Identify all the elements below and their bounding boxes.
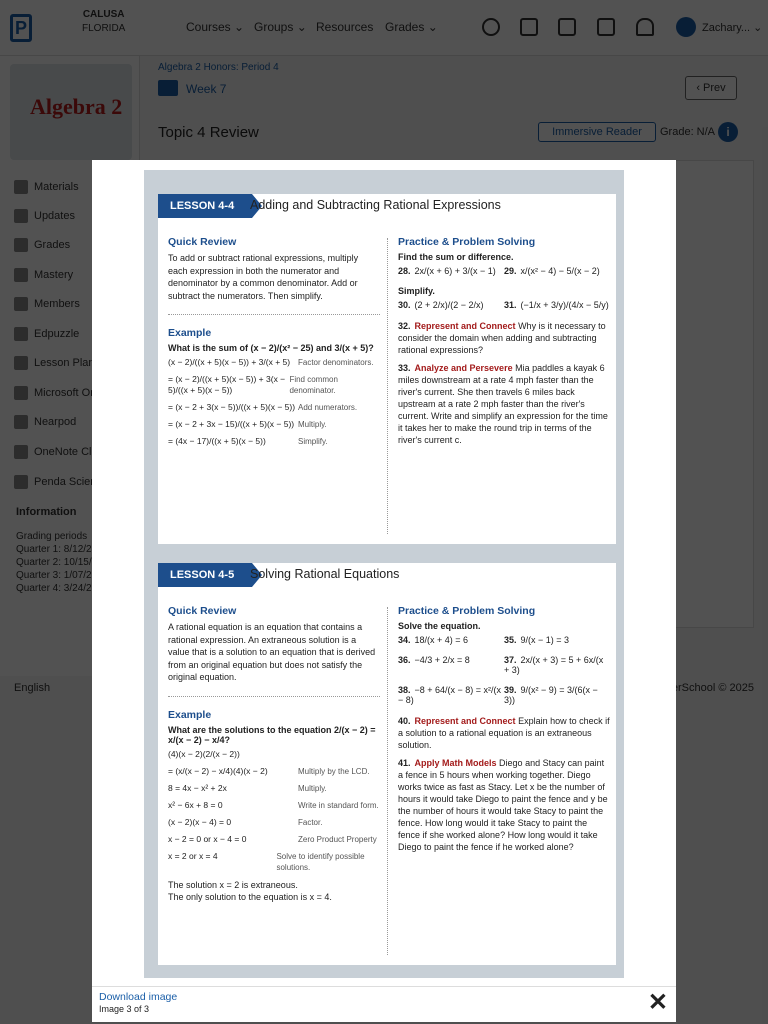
exercise-text: (−1/x + 3/y)/(4/x − 5/y) [520, 300, 609, 310]
step-math: = (x − 2 + 3x − 15)/((x + 5)(x − 5)) [168, 419, 295, 429]
exercise-text: −4/3 + 2/x = 8 [414, 655, 470, 665]
lesson-badge: LESSON 4-4 [158, 194, 252, 218]
step-note: Solve to identify possible solutions. [276, 851, 365, 872]
example-heading: Example [168, 708, 212, 721]
exercise-text: (2 + 2/x)/(2 − 2/x) [414, 300, 484, 310]
exercise-35: 35. 9/(x − 1) = 3 [504, 635, 570, 645]
exercise-33: 33. Analyze and Persevere Mia paddles a kayak 6 miles downstream at a rate 4 mph faster than the river's current. She then travels 6 miles back upstream at a rate 2 mph faster than the river's current. Write and simplify an expression for the time it takes her to make the round trip in terms of the river's current c. [398, 363, 608, 445]
practice-heading: Practice & Problem Solving [398, 236, 536, 248]
exercise-34: 34. 18/(x + 4) = 6 [398, 635, 469, 645]
image-counter: Image 3 of 3 [99, 1004, 150, 1014]
step-note: Multiply. [298, 420, 327, 429]
step-math: (x − 2)/((x + 5)(x − 5)) + 3/(x + 5) [168, 357, 291, 367]
lesson-body [158, 597, 616, 965]
instruction-label: Find the sum or difference. [398, 252, 514, 262]
exercise-row [398, 300, 610, 310]
step-math: = (x − 2 + 3(x − 5))/((x + 5)(x − 5)) [168, 402, 296, 412]
step-note: Factor denominators. [298, 358, 374, 367]
example-step [168, 419, 380, 430]
download-image-link[interactable]: Download image [99, 991, 178, 1003]
column-divider [387, 607, 388, 955]
practice-column [398, 605, 610, 859]
exercise-38: 38. −8 + 64/(x − 8) = x²/(x − 8) [398, 685, 502, 705]
exercise-keyword: Analyze and Persevere [414, 363, 513, 373]
separator [168, 696, 380, 697]
lesson-title: Adding and Subtracting Rational Expressions [250, 198, 501, 212]
example-step [168, 817, 380, 828]
example-step [168, 436, 380, 447]
step-note: Factor. [298, 817, 323, 827]
quick-review-text: A rational equation is an equation that contains a rational expression. An extraneous solution is a value that is a solution to an equation that is derived from an original equation but does not satisfy the original equation. [168, 622, 376, 682]
column-divider [387, 238, 388, 534]
quick-review-text: To add or subtract rational expressions, multiply each expression in both the numerator and denominator by a common denominator. Add or subtract the numerators. Then simplify. [168, 253, 359, 301]
exercise-row [398, 266, 610, 276]
exercise-text: Explain how to check if a solution to a rational equation is an extraneous solution. [398, 716, 610, 750]
exercise-row [398, 685, 610, 705]
quick-review-column [168, 605, 380, 904]
exercise-39: 39. 9/(x² − 9) = 3/(6(x − 3)) [504, 685, 598, 705]
exercise-30: 30. (2 + 2/x)/(2 − 2/x) [398, 300, 484, 310]
exercise-text: 9/(x − 1) = 3 [520, 635, 570, 645]
instruction-label: Simplify. [398, 286, 435, 296]
step-note: Find common denominator. [289, 375, 338, 395]
exercise-29: 29. x/(x² − 4) − 5/(x − 2) [504, 266, 600, 276]
exercise-36: 36. −4/3 + 2/x = 8 [398, 655, 470, 665]
exercise-text: x/(x² − 4) − 5/(x − 2) [520, 266, 600, 276]
close-icon[interactable]: ✕ [647, 989, 668, 1016]
exercise-text: 2x/(x + 6) + 3/(x − 1) [414, 266, 496, 276]
step-math: x = 2 or x = 4 [168, 850, 218, 861]
example-step [168, 851, 380, 873]
instruction-label: Solve the equation. [398, 621, 481, 631]
exercise-text: Mia paddles a kayak 6 miles downstream at a rate 4 mph faster than the river's current. She then travels 6 miles back upstream at a rate 2 mph faster than the river's current. Write and simplify an expression for the time it takes her to make the round trip in terms of the river's current c. [398, 363, 608, 445]
step-math: x² − 6x + 8 = 0 [168, 799, 223, 810]
exercise-37: 37. 2x/(x + 3) = 5 + 6x/(x + 3) [504, 655, 604, 675]
exercise-text: Diego and Stacy can paint a fence in 5 hours when working together. Diego works twice as fast as Stacy. Let x be the number of hours it would take Diego to paint the fence and y be the number of hours it would take Stacy to paint the fence. How long would it take Stacy to paint the fence if she worked alone? How long would it take Diego to paint the fence if he worked alone? [398, 758, 608, 852]
exercise-text: 18/(x + 4) = 6 [414, 635, 469, 645]
example-conclusion: The only solution to the equation is x = 4. [168, 892, 332, 902]
exercise-keyword: Apply Math Models [414, 758, 497, 768]
exercise-32: 32. Represent and Connect Why is it necessary to consider the domain when adding and subtracting rational expressions? [398, 321, 606, 355]
exercise-row [398, 635, 610, 645]
example-step [168, 749, 380, 760]
step-note: Multiply by the LCD. [298, 766, 370, 776]
example-question: What is the sum of (x − 2)/(x² − 25) and 3/(x + 5)? [168, 343, 374, 353]
exercise-text: −8 + 64/(x − 8) = x²/(x − 8) [398, 685, 502, 705]
exercise-41: 41. Apply Math Models Diego and Stacy can paint a fence in 5 hours when working together. Diego works twice as fast as Stacy. Let x be the number of hours it would take Diego to paint the fence and y be the number of hours it would take Stacy to paint the fence. How long would it take Stacy to paint the fence if she worked alone? How long would it take Diego to paint the fence if he worked alone? [398, 758, 608, 852]
step-note: Multiply. [298, 783, 327, 793]
exercise-40: 40. Represent and Connect Explain how to check if a solution to a rational equation is an extraneous solution. [398, 716, 610, 750]
practice-column [398, 236, 610, 452]
step-math: = (4x − 17)/((x + 5)(x − 5)) [168, 436, 266, 446]
example-step [168, 834, 380, 845]
exercise-row [398, 655, 610, 675]
example-step [168, 800, 380, 811]
separator [168, 314, 380, 315]
lesson-body [158, 228, 616, 544]
example-step [168, 766, 380, 777]
step-note: Zero Product Property [298, 834, 377, 844]
lesson-badge: LESSON 4-5 [158, 563, 252, 587]
step-math: x − 2 = 0 or x − 4 = 0 [168, 833, 247, 844]
exercise-text: 9/(x² − 9) = 3/(6(x − 3)) [504, 685, 598, 705]
exercise-keyword: Represent and Connect [414, 716, 516, 726]
step-math: = (x − 2)/((x + 5)(x − 5)) + 3(x − 5)/((x + 5)(x − 5)) [168, 374, 286, 395]
quick-review-column [168, 236, 380, 453]
quick-review-heading: Quick Review [168, 236, 237, 248]
lesson-title: Solving Rational Equations [250, 567, 400, 581]
example-step [168, 374, 380, 396]
step-note: Add numerators. [298, 403, 358, 412]
exercise-keyword: Represent and Connect [414, 321, 516, 331]
example-heading: Example [168, 327, 212, 339]
practice-heading: Practice & Problem Solving [398, 605, 536, 617]
exercise-text: Why is it necessary to consider the domain when adding and subtracting rational expressions? [398, 321, 606, 355]
exercise-text: 2x/(x + 3) = 5 + 6x/(x + 3) [504, 655, 604, 675]
exercise-31: 31. (−1/x + 3/y)/(4/x − 5/y) [504, 300, 609, 310]
example-step [168, 783, 380, 794]
example-question: What are the solutions to the equation 2/(x − 2) = x/(x − 2) − x/4? [168, 724, 376, 745]
quick-review-heading: Quick Review [168, 605, 237, 617]
modal-footer [92, 986, 676, 1022]
exercise-28: 28. 2x/(x + 6) + 3/(x − 1) [398, 266, 496, 276]
step-math: (x − 2)(x − 4) = 0 [168, 816, 232, 827]
step-math: (4)(x − 2)(2/(x − 2)) [168, 748, 240, 759]
example-step [168, 357, 380, 368]
step-math: = (x/(x − 2) − x/4)(4)(x − 2) [168, 765, 268, 776]
step-math: 8 = 4x − x² + 2x [168, 782, 227, 793]
step-note: Simplify. [298, 437, 328, 446]
step-note: Write in standard form. [298, 800, 379, 810]
example-conclusion: The solution x = 2 is extraneous. [168, 879, 298, 890]
example-step [168, 402, 380, 413]
lesson-4-5-section [158, 563, 616, 965]
lesson-4-4-section [158, 194, 616, 544]
